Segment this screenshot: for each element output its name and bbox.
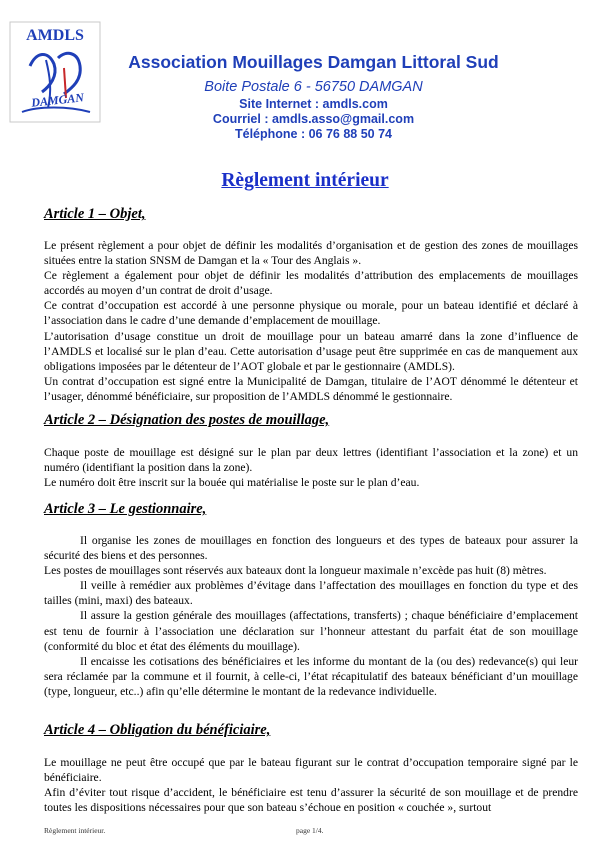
article-2-body [44,445,578,490]
footer-page-number: page 1/4. [296,826,324,835]
paragraph: Chaque poste de mouillage est désigné sur le plan par deux lettres (identifiant l’association et la zone) et un numéro (identifiant la position dans la zone). [44,446,578,475]
logo-text: AMDLS [26,27,84,44]
footer-doc-name: Règlement intérieur. [44,826,106,835]
paragraph: Il assure la gestion générale des mouillages (affectations, transferts) ; chaque bénéficiaire d’emplacement est tenu de fournir à l’association une déclaration sur l’honneur attestant du parfait état de son mouillage (conformité du bloc et état des éléments du mouillage). [44,609,578,653]
article-2-title: Article 2 – Désignation des postes de mouillage, [44,412,330,428]
phone-line: Téléphone : 06 76 88 50 74 [234,127,393,141]
paragraph: Il organise les zones de mouillages en fonction des longueurs et des types de bateaux pour assurer la sécurité des biens et des personnes. [44,534,578,563]
website-line[interactable]: Site Internet : amdls.com [239,97,388,111]
email-line[interactable]: Courriel : amdls.asso@gmail.com [212,112,415,126]
paragraph: Les postes de mouillages sont réservés aux bateaux dont la longueur maximale n’excède pas huit (8) mètres. [44,564,547,578]
paragraph: Il encaisse les cotisations des bénéficiaires et les informe du montant de la (ou des) redevance(s) qui leur sera réclamée par la commune et il fournit, à celle-ci, l’état récapitulatif des bateaux bénéficiant d’un mouillage (type, longueur, etc..) afin qu’elle détermine le montant de la redevance individuelle. [44,654,578,698]
document-title: Règlement intérieur [221,170,389,191]
logo-town: DAMGAN [30,90,85,110]
article-3-title: Article 3 – Le gestionnaire, [44,501,207,517]
paragraph: Le présent règlement a pour objet de définir les modalités d’organisation et de gestion des zones de mouillages situées entre la station SNSM de Damgan et la « Tour des Anglais ». [44,239,578,268]
article-1-title: Article 1 – Objet, [44,206,146,222]
organization-name: Association Mouillages Damgan Littoral Sud [128,52,499,72]
article-4-title: Article 4 – Obligation du bénéficiaire, [44,722,271,738]
paragraph: Afin d’éviter tout risque d’accident, le bénéficiaire est tenu d’assurer la sécurité de son mouillage et de prendre toutes les dispositions nécessaires pour que son bateau s’échoue en position « couchée », surtout [44,786,578,815]
paragraph: Un contrat d’occupation est signé entre la Municipalité de Damgan, titulaire de l’AOT dénommé le détenteur et l’usager, dénommé bénéficiaire, sur proposition de l’AMDLS dénommé le gestionnaire. [44,374,578,403]
paragraph: Il veille à remédier aux problèmes d’évitage dans l’affectation des mouillages en fonction du type et des tailles (mini, maxi) des bateaux. [44,579,578,608]
paragraph: Le mouillage ne peut être occupé que par le bateau figurant sur le contrat d’occupation temporaire signé par le bénéficiaire. [44,756,578,785]
article-1-body [44,238,578,404]
paragraph: Ce contrat d’occupation est accordé à une personne physique ou morale, pour un bateau identifié et déclaré à l’association dans le cadre d’une demande d’emplacement de mouillage. [44,299,578,328]
article-4-body [44,755,578,815]
paragraph: Le numéro doit être inscrit sur la bouée qui matérialise le poste sur le plan d’eau. [44,476,420,490]
article-3-body [44,533,578,699]
paragraph: L’autorisation d’usage constitue un droit de mouillage pour un bateau amarré dans la zone d’influence de l’AMDLS et localisé sur le plan d’eau. Cette autorisation d’usage peut être supprimée en cas de manquement aux obligations imposées par le détenteur de l’AOT globale et par le gestionnaire (AMDLS). [44,329,578,373]
paragraph: Ce règlement a également pour objet de définir les modalités d’attribution des emplacements de mouillages accordés au moyen d’un contrat de droit d’usage. [44,269,578,298]
postal-address: Boite Postale 6 - 56750 DAMGAN [204,79,423,95]
amdls-logo [8,20,102,125]
